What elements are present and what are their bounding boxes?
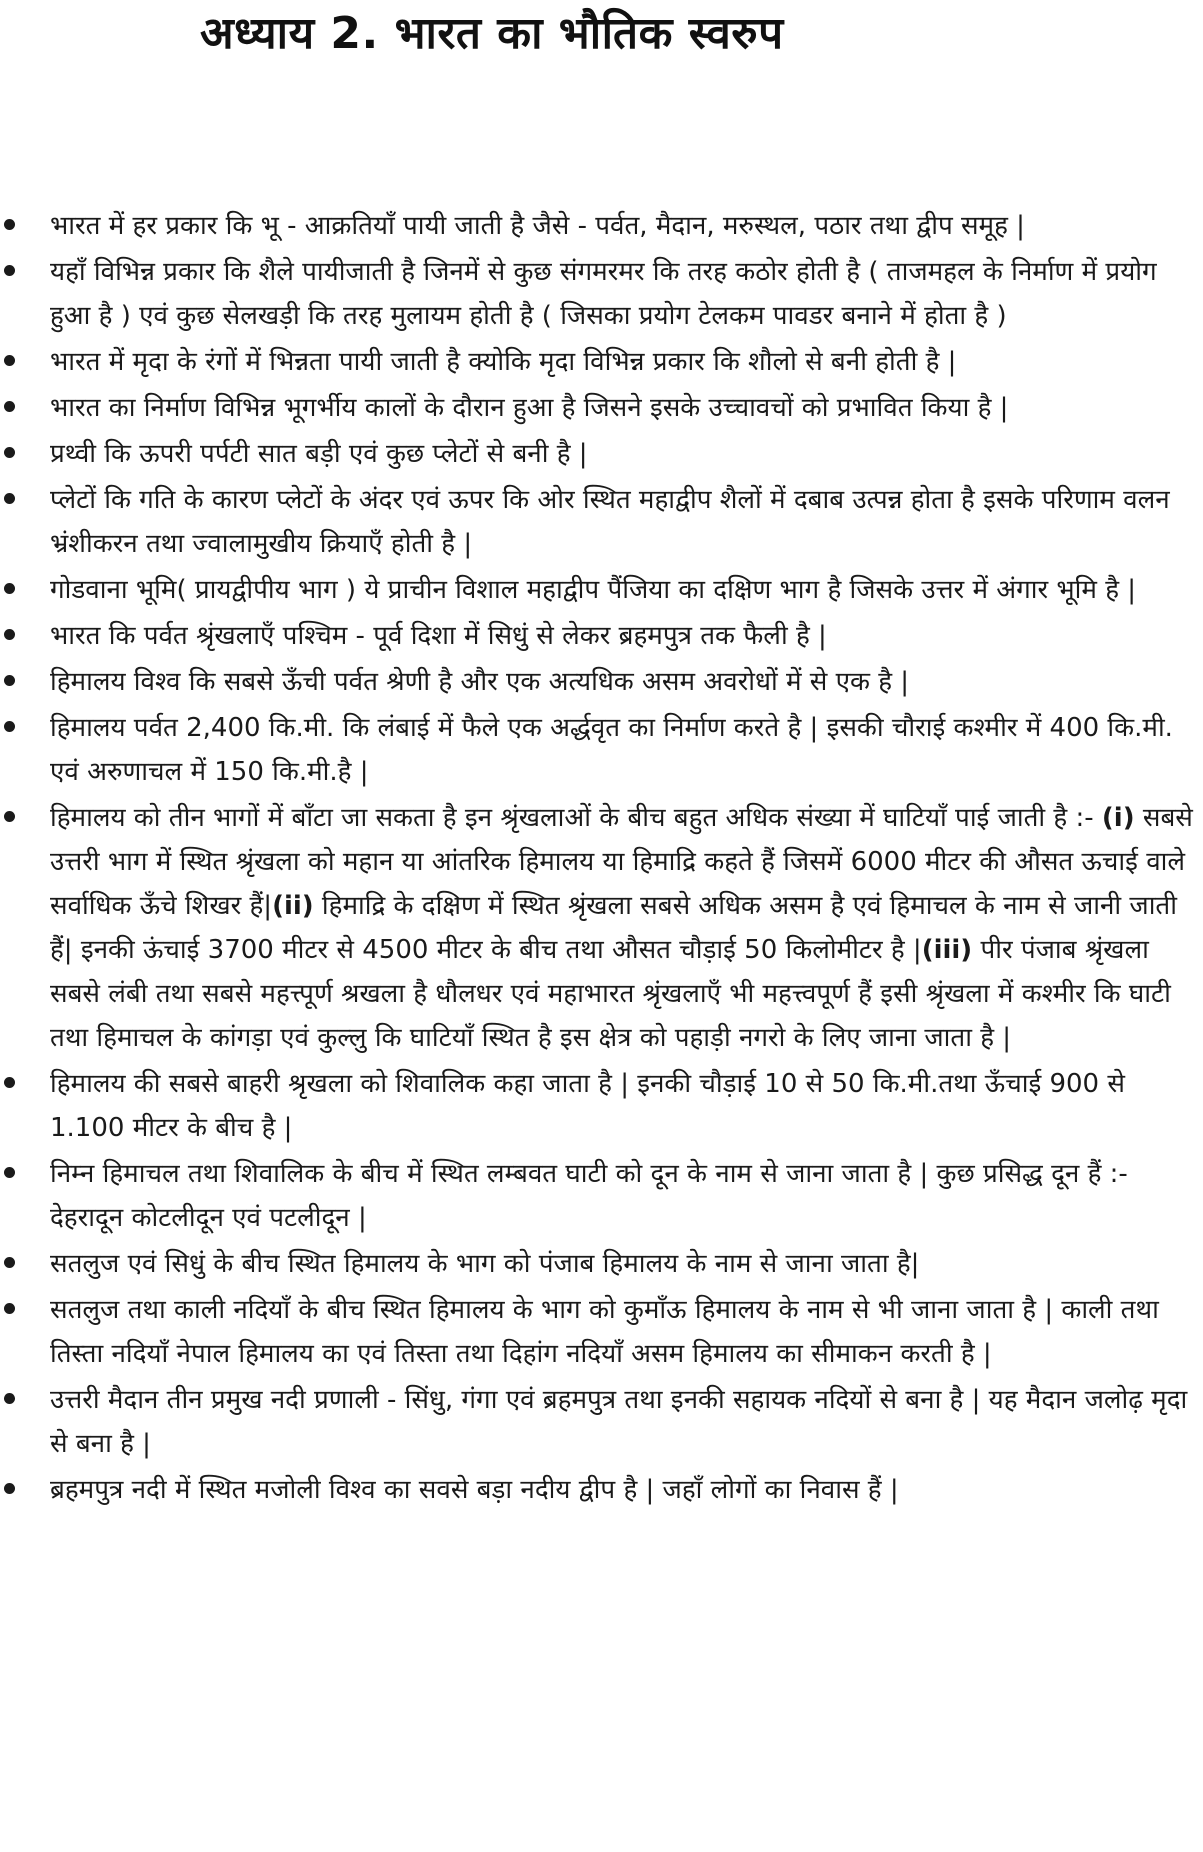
bullet-icon <box>4 447 15 458</box>
list-item <box>0 706 1203 794</box>
bullet-icon <box>4 219 15 230</box>
bullet-icon <box>4 1483 15 1494</box>
list-item <box>0 614 1203 658</box>
list-item-text: सतलुज तथा काली नदियाँ के बीच स्थित हिमालय के भाग को कुमाँऊ हिमालय के नाम से भी जाना जाता है | काली तथा तिस्ता नदियाँ नेपाल हिमालय का एवं तिस्ता तथा दिहांग नदियाँ असम हिमालय का सीमाकन करती है | <box>50 1295 1159 1369</box>
list-item-text: भारत कि पर्वत श्रृंखलाएँ पश्चिम - पूर्व दिशा में सिधुं से लेकर ब्रहमपुत्र तक फैली है | <box>50 621 827 651</box>
numeral-label: (ii) <box>272 891 314 921</box>
list-item <box>0 796 1203 1060</box>
bullet-icon <box>4 401 15 412</box>
list-item-text: सबसे उत्तरी भाग में स्थित श्रृंखला को महान या आंतरिक हिमालय या हिमाद्रि कहते हैं जिसमें 6000 मीटर की औसत ऊचाई वाले सर्वाधिक ऊँचे शिखर हैं| <box>50 803 1193 921</box>
bullet-icon <box>4 583 15 594</box>
bullet-icon <box>4 1257 15 1268</box>
bullet-icon <box>4 1393 15 1404</box>
list-item-text: प्रथ्वी कि ऊपरी पर्पटी सात बड़ी एवं कुछ प्लेटों से बनी है | <box>50 439 588 469</box>
bullet-icon <box>4 265 15 276</box>
list-item-text: प्लेटों कि गति के कारण प्लेटों के अंदर एवं ऊपर कि ओर स्थित महाद्वीप शैलों में दबाब उत्पन्न होता है इसके परिणाम वलन भ्रंशीकरन तथा ज्वालामुखीय क्रियाएँ होती है | <box>50 485 1170 559</box>
list-item-text: यहाँ विभिन्न प्रकार कि शैले पायीजाती है जिनमें से कुछ संगमरमर कि तरह कठोर होती है ( ताजमहल के निर्माण में प्रयोग हुआ है ) एवं कुछ सेलखड़ी कि तरह मुलायम होती है ( जिसका प्रयोग टेलकम पावडर बनाने में होता है ) <box>50 257 1157 331</box>
list-item <box>0 1288 1203 1376</box>
list-item-text: उत्तरी मैदान तीन प्रमुख नदी प्रणाली - सिंधु, गंगा एवं ब्रहमपुत्र तथा इनकी सहायक नदियों से बना है | यह मैदान जलोढ़ मृदा से बना है | <box>50 1385 1188 1459</box>
list-item <box>0 1468 1203 1512</box>
list-item <box>0 1062 1203 1150</box>
list-item <box>0 1378 1203 1466</box>
list-item-text: गोडवाना भूमि( प्रायद्वीपीय भाग ) ये प्राचीन विशाल महाद्वीप पैंजिया का दक्षिण भाग है जिसके उत्तर में अंगार भूमि है | <box>50 575 1137 605</box>
list-item-text: ब्रहमपुत्र नदी में स्थित मजोली विश्व का सवसे बड़ा नदीय द्वीप है | जहाँ लोगों का निवास हैं | <box>50 1475 899 1505</box>
list-item-text: हिमालय विश्व कि सबसे ऊँची पर्वत श्रेणी है और एक अत्यधिक असम अवरोधों में से एक है | <box>50 667 910 697</box>
bullet-icon <box>4 493 15 504</box>
page-title: अध्याय 2. भारत का भौतिक स्वरुप <box>200 8 784 59</box>
bullet-list <box>0 204 1203 1514</box>
list-item-text: पीर पंजाब श्रृंखला सबसे लंबी तथा सबसे महत्त्पूर्ण श्रखला है धौलधर एवं महाभारत श्रृंखलाएँ भी महत्त्वपूर्ण हैं इसी श्रृंखला में कश्मीर कि घाटी तथा हिमाचल के कांगड़ा एवं कुल्लु कि घाटियाँ स्थित है इस क्षेत्र को पहाड़ी नगरो के लिए जाना जाता है | <box>50 935 1171 1053</box>
list-item <box>0 250 1203 338</box>
list-item-text: हिमालय को तीन भागों में बाँटा जा सकता है इन श्रृंखलाओं के बीच बहुत अधिक संख्या में घाटियाँ पाई जाती है :- <box>50 803 1102 833</box>
list-item-text: निम्न हिमाचल तथा शिवालिक के बीच में स्थित लम्बवत घाटी को दून के नाम से जाना जाता है | कुछ प्रसिद्ध दून हैं :- देहरादून कोटलीदून एवं पटलीदून | <box>50 1159 1128 1233</box>
list-item-text: भारत में मृदा के रंगों में भिन्नता पायी जाती है क्योकि मृदा विभिन्न प्रकार कि शौलो से बनी होती है | <box>50 347 957 377</box>
list-item <box>0 204 1203 248</box>
list-item-text: हिमाद्रि के दक्षिण में स्थित श्रृंखला सबसे अधिक असम है एवं हिमाचल के नाम से जानी जाती हैं| इनकी ऊंचाई 3700 मीटर से 4500 मीटर के बीच तथा औसत चौड़ाई 50 किलोमीटर है | <box>50 891 1177 965</box>
list-item <box>0 568 1203 612</box>
list-item-text: हिमालय की सबसे बाहरी श्रृखला को शिवालिक कहा जाता है | इनकी चौड़ाई 10 से 50 कि.मी.तथा ऊँचाई 900 से 1.100 मीटर के बीच है | <box>50 1069 1125 1143</box>
list-item <box>0 1242 1203 1286</box>
bullet-icon <box>4 1303 15 1314</box>
numeral-label: (iii) <box>921 935 973 965</box>
list-item <box>0 1152 1203 1240</box>
bullet-icon <box>4 811 15 822</box>
bullet-icon <box>4 675 15 686</box>
bullet-icon <box>4 355 15 366</box>
list-item-text: हिमालय पर्वत 2,400 कि.मी. कि लंबाई में फैले एक अर्द्धवृत का निर्माण करते है | इसकी चौराई कश्मीर में 400 कि.मी. एवं अरुणाचल में 150 कि.मी.है | <box>50 713 1173 787</box>
list-item-text: भारत का निर्माण विभिन्न भूगर्भीय कालों के दौरान हुआ है जिसने इसके उच्चावचों को प्रभावित किया है | <box>50 393 1009 423</box>
bullet-icon <box>4 1077 15 1088</box>
numeral-label: (i) <box>1101 803 1135 833</box>
list-item <box>0 386 1203 430</box>
list-item <box>0 432 1203 476</box>
list-item <box>0 660 1203 704</box>
list-item-text: सतलुज एवं सिधुं के बीच स्थित हिमालय के भाग को पंजाब हिमालय के नाम से जाना जाता है| <box>50 1249 920 1279</box>
list-item <box>0 478 1203 566</box>
list-item-text: भारत में हर प्रकार कि भू - आक्रतियाँ पायी जाती है जैसे - पर्वत, मैदान, मरुस्थल, पठार तथा द्वीप समूह | <box>50 211 1025 241</box>
list-item <box>0 340 1203 384</box>
bullet-icon <box>4 629 15 640</box>
bullet-icon <box>4 721 15 732</box>
bullet-icon <box>4 1167 15 1178</box>
